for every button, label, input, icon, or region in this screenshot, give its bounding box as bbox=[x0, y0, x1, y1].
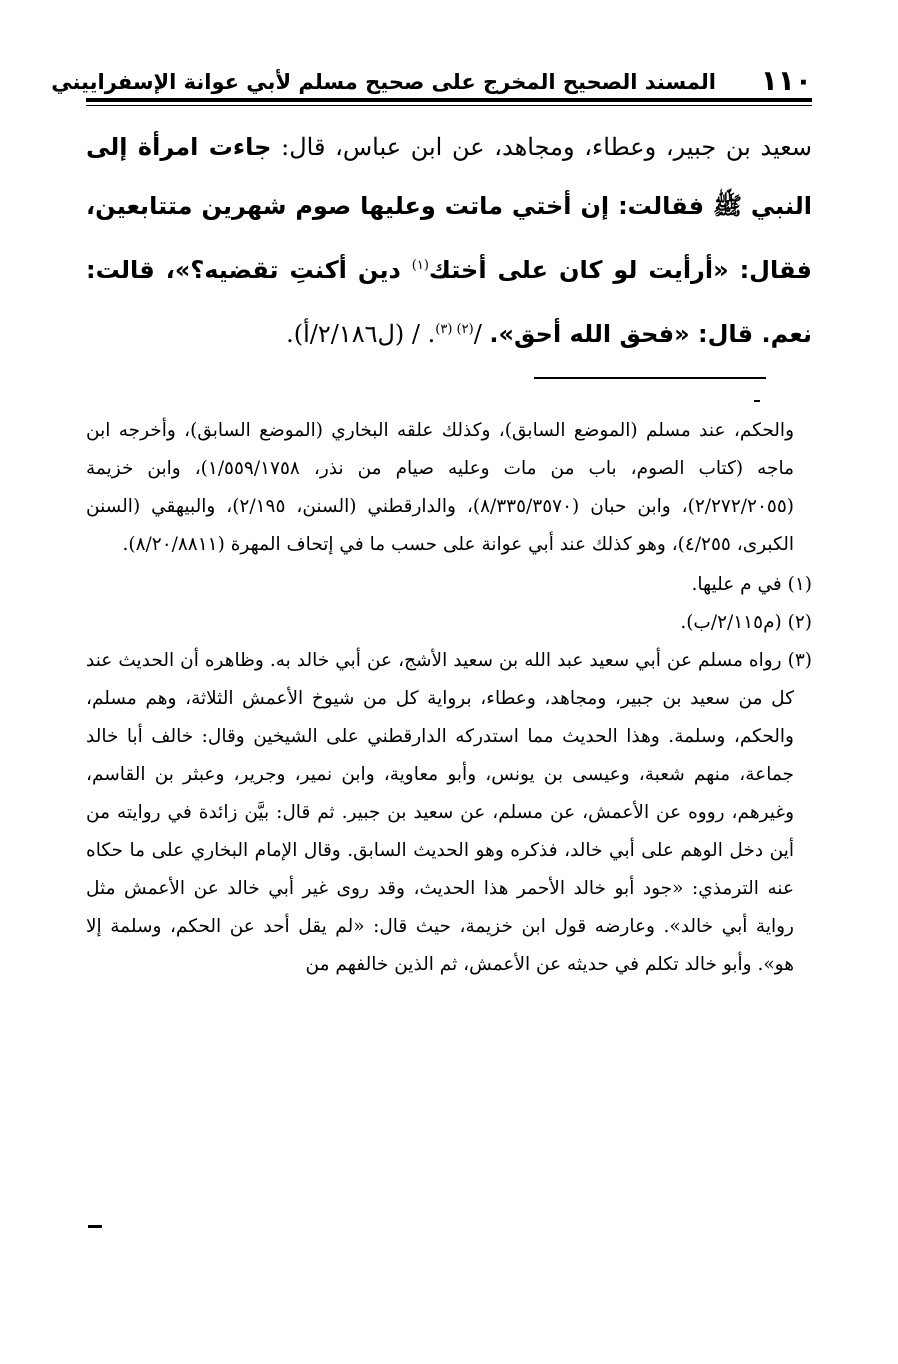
footnote-text: رواه مسلم عن أبي سعيد عبد الله بن سعيد الأشج، عن أبي خالد به. وظاهره أن الحديث عند كل من سعيد بن جبير، ومجاهد، وعطاء، برواية كل من شيوخ الأعمش الثلاثة، وهم مسلم، والحكم، وسلمة. وهذا الحديث مما استدركه الدارقطني على الشيخين وقال: خالف أبا خالد جماعة، منهم شعبة، وعيسى بن يونس، وأبو معاوية، وابن نمير، وجرير، وعبثر بن القاسم، وغيرهم، رووه عن الأعمش، عن مسلم، عن سعيد بن جبير. ثم قال: بيَّن زائدة في روايته من أين دخل الوهم على أبي خالد، فذكره وهو الحديث السابق. وقال الإمام البخاري على ما حكاه عنه الترمذي: «جود أبو خالد الأحمر هذا الحديث، وقد روى غير أبي خالد عن الأعمش مثل رواية أبي خالد». وعارضه قول ابن خزيمة، حيث قال: «لم يقل أحد عن الحكم، وسلمة إلا هو». وأبو خالد تكلم في حديثه عن الأعمش، ثم الذين خالفهم من bbox=[86, 650, 794, 975]
footnote-label: (٣) bbox=[787, 650, 812, 671]
footnote-label: (٢) bbox=[787, 612, 812, 633]
page-header bbox=[51, 62, 812, 102]
main-text bbox=[86, 118, 812, 364]
footnote-separator bbox=[534, 377, 766, 379]
main-text-intro: سعيد بن جبير، وعطاء، ومجاهد، عن ابن عباس، قال: bbox=[271, 133, 812, 161]
footnote-text: (م٢/١١٥/ب). bbox=[680, 612, 788, 633]
footnote-continuation: والحكم، عند مسلم (الموضع السابق)، وكذلك علقه البخاري (الموضع السابق)، وأخرجه ابن ماجه (كتاب الصوم، باب من مات وعليه صيام من نذر، ١/٥٥٩/١٧٥٨)، وابن خزيمة (٢/٢٧٢/٢٠٥٥)، وابن حبان (٨/٣٣٥/٣٥٧٠)، والدارقطني (السنن، ٢/١٩٥)، والبيهقي (السنن الكبرى، ٤/٢٥٥)، وهو كذلك عند أبي عوانة على حسب ما في إتحاف المهرة (٨/٢٠/٨٨١١). bbox=[86, 420, 795, 555]
footnote-3 bbox=[86, 642, 812, 984]
footnote-ref-2: (٢) bbox=[456, 322, 474, 337]
main-text-slash: / bbox=[473, 320, 490, 348]
footnote-ref-1: (١) bbox=[411, 258, 429, 273]
running-title: المسند الصحيح المخرج على صحيح مسلم لأبي عوانة الإسفراييني bbox=[51, 70, 716, 94]
main-text-hadith-cont: دين أكنتِ تقضيه؟»، قالت: نعم. قال: «فحق الله أحق». bbox=[86, 256, 812, 348]
footnotes bbox=[86, 412, 812, 984]
footnote-ref-3: (٣) bbox=[435, 322, 457, 337]
continued-mark bbox=[88, 1225, 102, 1228]
footnote-label: (١) bbox=[787, 574, 812, 595]
footnote-text: في م عليها. bbox=[691, 574, 788, 595]
manuscript-ref: . / (ل٢/١٨٦/أ). bbox=[286, 320, 436, 348]
footnote-2 bbox=[86, 604, 812, 642]
continuation-mark bbox=[754, 400, 760, 402]
main-text-hadith: جاءت امرأة إلى النبي ﷺ فقالت: إن أختي ماتت وعليها صوم شهرين متتابعين، فقال: «أرأيت لو كان على أختك bbox=[86, 133, 812, 284]
footnote-1 bbox=[86, 566, 812, 604]
header-rule-thick bbox=[86, 98, 812, 102]
header-rule-thin bbox=[86, 105, 812, 106]
page-number: ١١٠ bbox=[760, 64, 812, 97]
